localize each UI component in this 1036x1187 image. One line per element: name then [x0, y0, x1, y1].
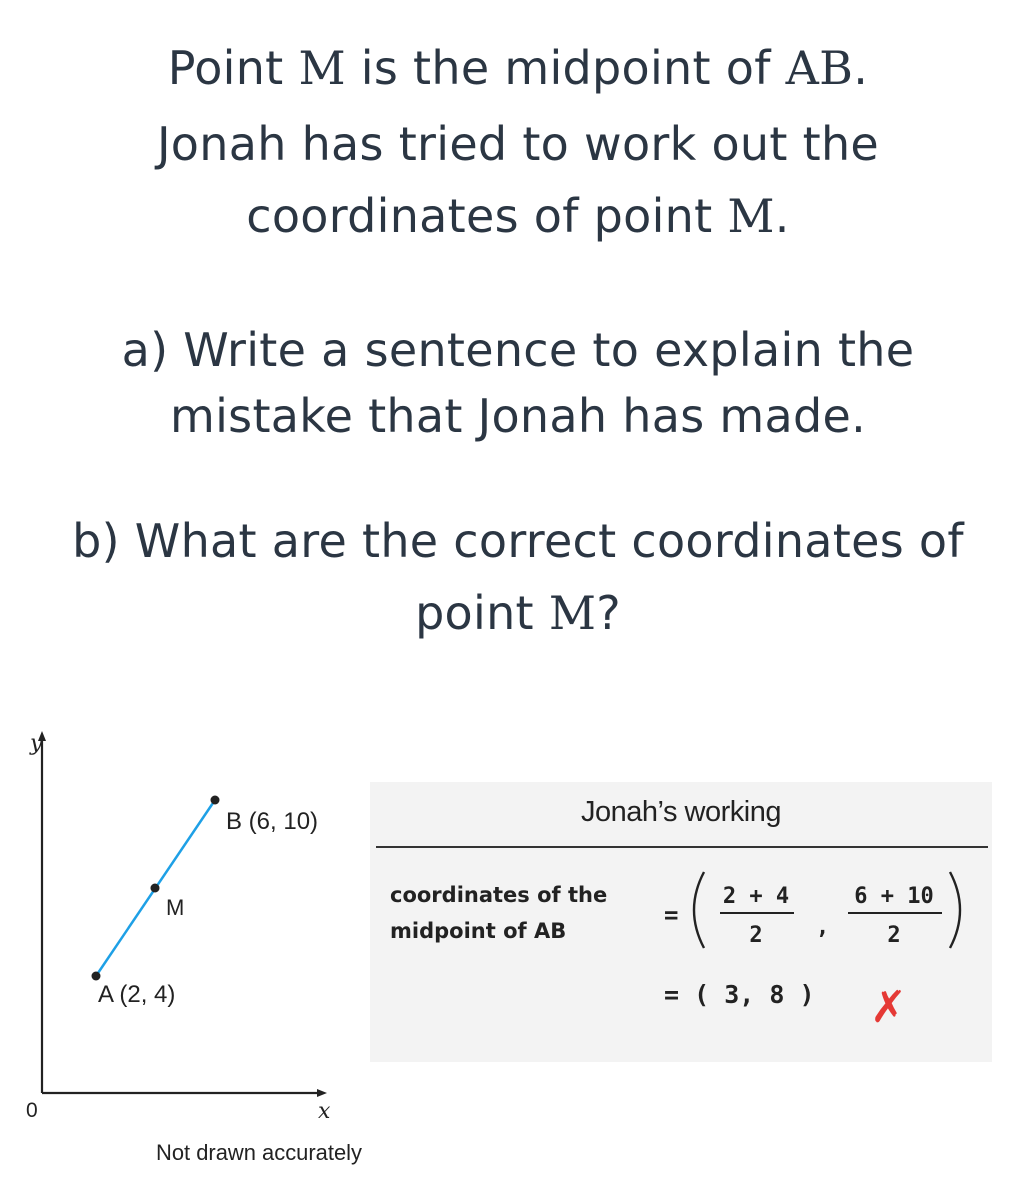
point-b-label: B (6, 10) — [226, 808, 319, 835]
fraction-1-numerator: 2 + 4 — [722, 884, 790, 909]
point-m-label: M — [166, 895, 185, 920]
fraction-comma: , — [816, 915, 830, 940]
jonahs-working-card — [370, 782, 992, 1062]
point-b-dot — [211, 796, 220, 805]
question-text: . — [774, 189, 790, 243]
question-text: . — [853, 41, 869, 95]
y-axis-label: y — [30, 731, 43, 756]
equals-sign: = — [664, 901, 679, 929]
question-line-1 — [0, 32, 1036, 104]
x-axis-label: x — [318, 1099, 331, 1124]
math-point-m: M — [298, 41, 346, 95]
part-b-line-1: b) What are the correct coordinates of — [72, 514, 964, 568]
question-line-3 — [0, 180, 1036, 252]
working-title: Jonah’s working — [581, 796, 781, 828]
point-a-dot — [92, 972, 101, 981]
point-a-label: A (2, 4) — [98, 981, 176, 1008]
math-point-m: M — [548, 586, 597, 640]
fraction-1-denominator: 2 — [749, 923, 763, 948]
question-text: coordinates of point — [246, 189, 728, 243]
graph-caption: Not drawn accurately — [156, 1140, 362, 1165]
part-b-line-2 — [0, 577, 1036, 649]
math-segment-ab: AB — [785, 41, 854, 95]
working-label-line: midpoint of AB — [390, 919, 567, 943]
fraction-2-numerator: 6 + 10 — [854, 884, 934, 909]
fraction-2-denominator: 2 — [887, 923, 901, 948]
question-text: ? — [596, 586, 621, 640]
question-text: is the midpoint of — [345, 41, 786, 95]
right-bracket — [950, 872, 960, 948]
question-text: point — [415, 586, 549, 640]
question-text: Point — [167, 41, 299, 95]
part-a-line-1: a) Write a sentence to explain the — [121, 323, 915, 377]
origin-label: 0 — [26, 1099, 38, 1122]
part-a-line-2: mistake that Jonah has made. — [169, 389, 867, 443]
coordinate-graph — [0, 720, 370, 1187]
result-text: = ( 3, 8 ) — [664, 980, 815, 1009]
working-label-line: coordinates of the — [390, 883, 608, 907]
midpoint-formula — [370, 782, 992, 1062]
point-m-dot — [151, 884, 160, 893]
wrong-mark-icon: ✗ — [870, 982, 907, 1033]
question-line-2: Jonah has tried to work out the — [156, 117, 880, 171]
left-bracket — [694, 872, 704, 948]
math-point-m: M — [727, 189, 775, 243]
